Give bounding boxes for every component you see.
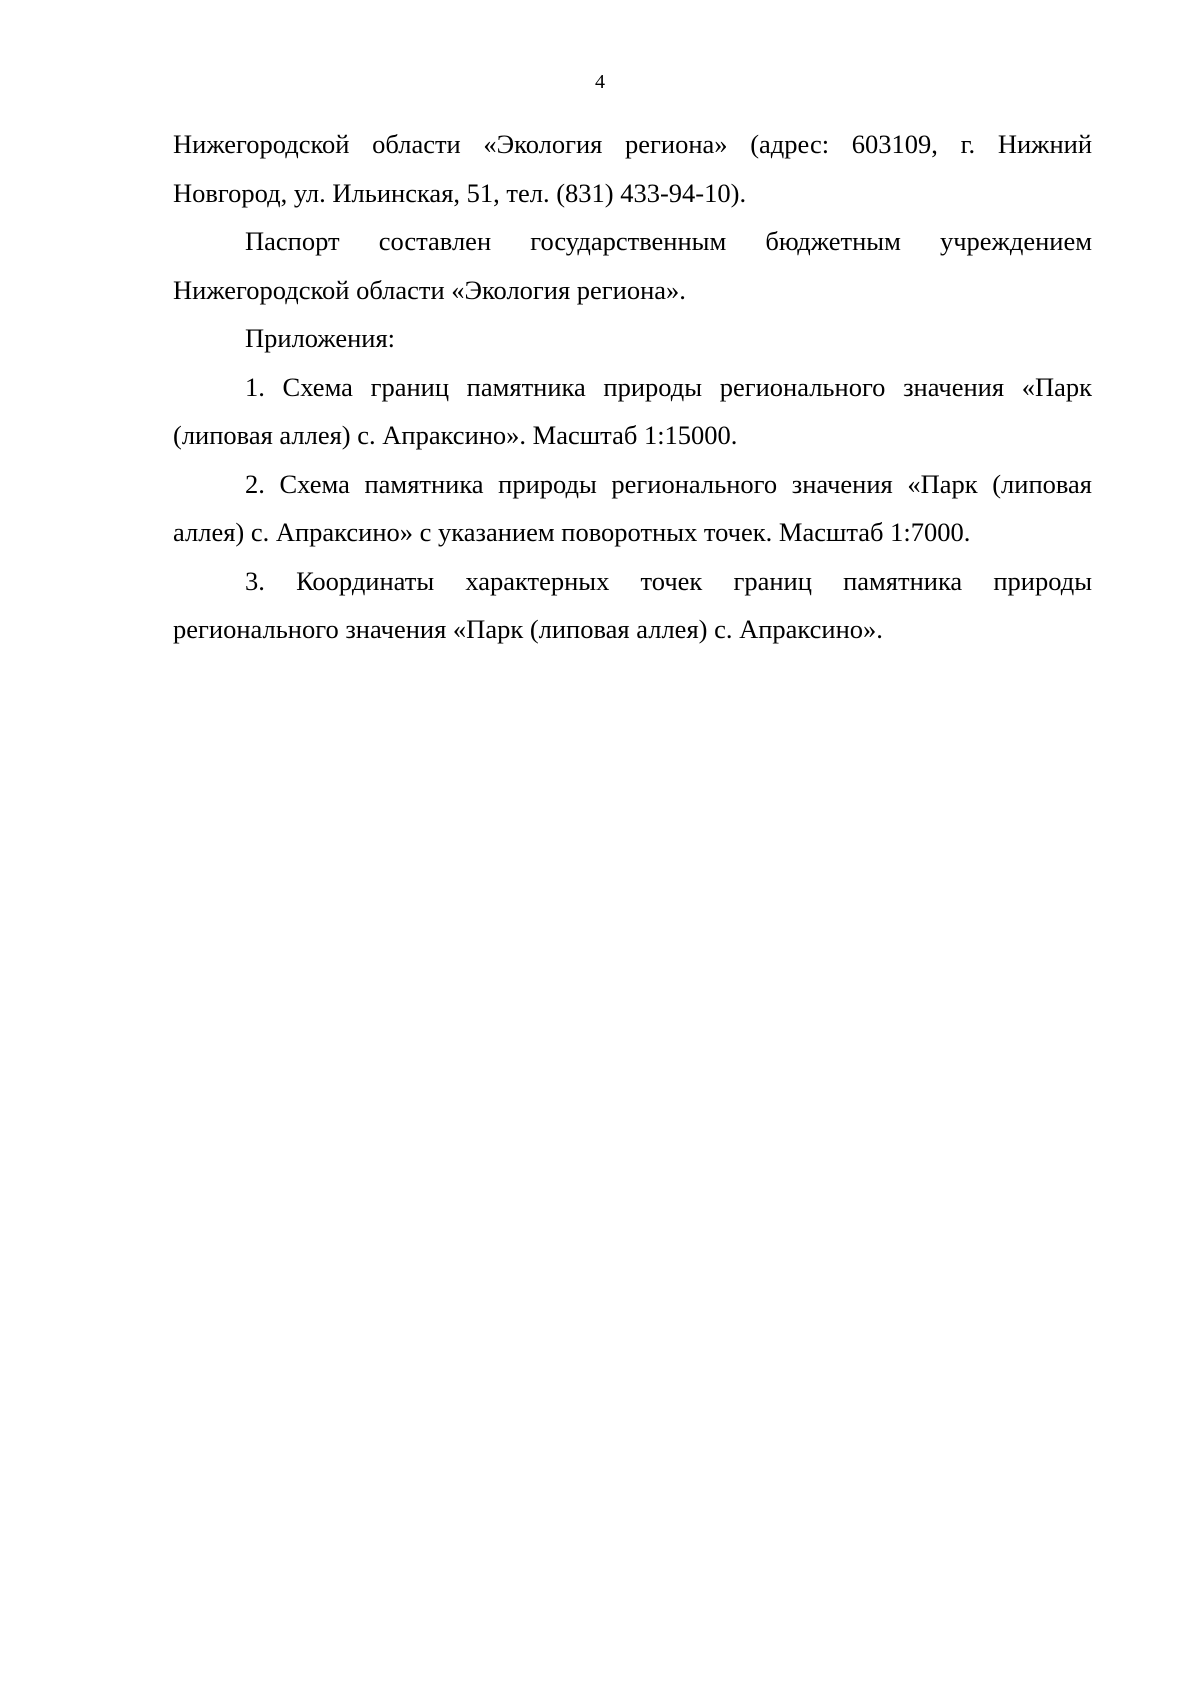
appendix-item-2: 2. Схема памятника природы регионального значения «Парк (липовая аллея) с. Апраксино» с указанием поворотных точек. Масштаб 1:7000. — [173, 468, 1092, 547]
document-body — [173, 120, 1092, 654]
appendix-item-1: 1. Схема границ памятника природы регионального значения «Парк (липовая аллея) с. Апраксино». Масштаб 1:15000. — [173, 371, 1092, 450]
appendices-heading: Приложения: — [245, 323, 396, 353]
paragraph-passport-compiled-by: Паспорт составлен государственным бюджетным учреждением Нижегородской области «Экология региона». — [173, 226, 1092, 305]
appendix-item-3: 3. Координаты характерных точек границ памятника природы регионального значения «Парк (липовая аллея) с. Апраксино». — [173, 565, 1092, 644]
page-number: 4 — [595, 71, 605, 93]
paragraph-address-continuation: Нижегородской области «Экология региона» (адрес: 603109, г. Нижний Новгород, ул. Ильинская, 51, тел. (831) 433-94-10). — [173, 129, 1092, 208]
